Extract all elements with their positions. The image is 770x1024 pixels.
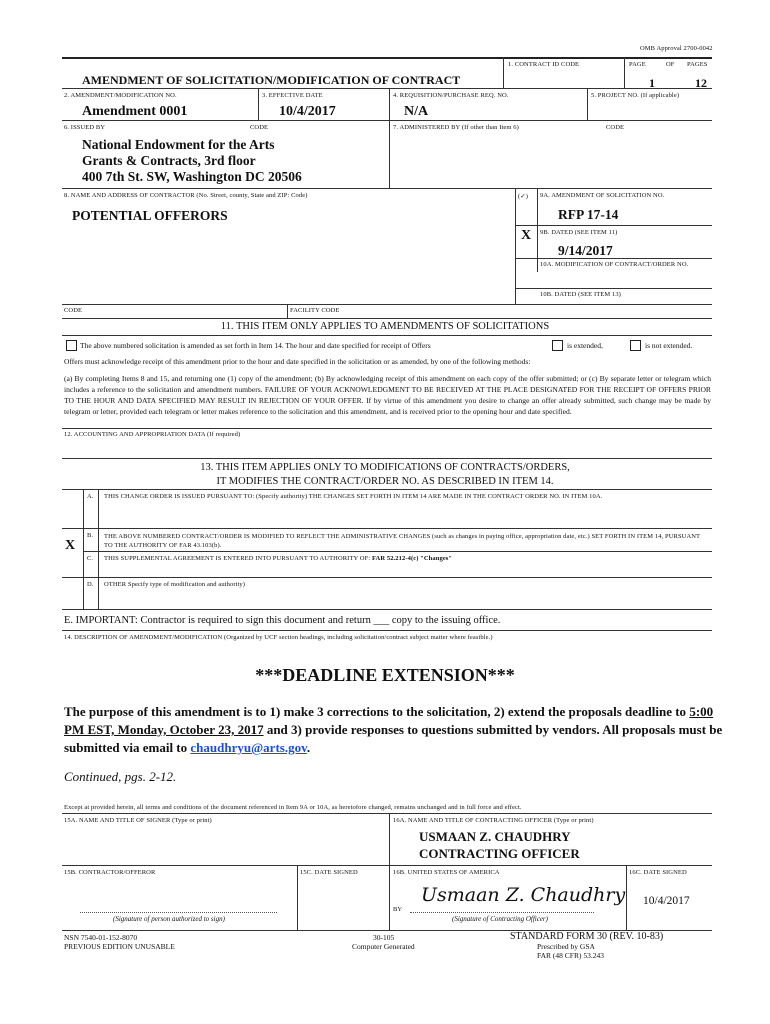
form-title: AMENDMENT OF SOLICITATION/MODIFICATION OF CONTRACT [82,73,461,87]
of-label: OF [666,61,675,68]
by-label: BY [393,906,403,913]
item-13-heading-2: IT MODIFIES THE CONTRACT/ORDER NO. AS DESCRIBED IN ITEM 14. [216,476,554,487]
contractor-address-label: 8. NAME AND ADDRESS OF CONTRACTOR (No. Street, county, State and ZIP: Code) [64,192,308,199]
item-13d-letter: D. [87,581,94,588]
extended-checkbox[interactable] [552,340,563,351]
item-11-heading: 11. THIS ITEM ONLY APPLIES TO AMENDMENTS OF SOLICITATIONS [220,321,550,332]
pages-label: PAGES [687,61,708,68]
omb-approval: OMB Approval 2700-0042 [640,45,713,52]
officer-name-label: 16A. NAME AND TITLE OF CONTRACTING OFFICER (Type or print) [393,817,594,824]
continued-note: Continued, pgs. 2-12. [64,769,177,784]
item-9b-label: 9B. DATED (SEE ITEM 11) [540,229,618,236]
issuer-line-2: Grants & Contracts, 3rd floor [82,153,256,168]
officer-title: CONTRACTING OFFICER [419,846,580,861]
issued-by-label: 6. ISSUED BY [64,124,106,131]
item-13-x-mark: X [65,538,76,553]
total-pages: 12 [695,76,707,90]
new-deadline: 5:00 PM EST, Monday, October 23, 2017 [64,704,714,737]
extended-label: is extended, [567,341,603,350]
contractor-code-label: CODE [64,307,83,314]
item-9b-value: 9/14/2017 [558,243,613,258]
item-9-x-mark: X [521,228,532,243]
officer-date-signed-label: 16C. DATE SIGNED [629,869,687,876]
project-no-label: 5. PROJECT NO. (If applicable) [591,92,680,99]
item-13d-text: OTHER Specify type of modification and authority) [104,581,246,588]
item-11-line-2: Offers must acknowledge receipt of this amendment prior to the hour and date specified in the solicitation or as amended, by one of the following methods: [64,357,531,366]
item-9a-label: 9A. AMENDMENT OF SOLICITATION NO. [540,192,665,199]
important-notice: E. IMPORTANT: Contractor is required to sign this document and return ___ copy to the issuing office. [64,615,501,626]
terms-unchanged-note: Except at provided herein, all terms and conditions of the document referenced in Item 9A or 10A, as heretofore changed, remains unchanged and in full force and effect. [64,804,522,811]
issuer-line-1: National Endowment for the Arts [82,137,275,152]
deadline-extension-headline: ***DEADLINE EXTENSION*** [255,665,515,685]
officer-signature: Usmaan Z. Chaudhry [421,884,626,906]
item-13c-text: THIS SUPPLEMENTAL AGREEMENT IS ENTERED INTO PURSUANT TO AUTHORITY OF: FAR 52.212-4(c) "Changes" [104,555,453,562]
nsn-number: NSN 7540-01-152-8070 [64,933,138,942]
contractor-offeror-label: 15B. CONTRACTOR/OFFEROR [64,869,156,876]
computer-generated-note: Computer Generated [352,942,415,951]
issuer-line-3: 400 7th St. SW, Washington DC 20506 [82,169,302,184]
submission-email-link[interactable]: chaudhryu@arts.gov [190,740,307,755]
check-column-label: (✓) [518,193,529,200]
officer-signature-caption: (Signature of Contracting Officer) [452,915,548,923]
item-13b-letter: B. [87,532,94,539]
form-code: 30-105 [373,933,395,942]
administered-by-label: 7. ADMINISTERED BY (If other than Item 6) [393,124,519,131]
admin-code-label: CODE [606,124,625,131]
issued-code-label: CODE [250,124,269,131]
item-11-line-1: The above numbered solicitation is amended as set forth in Item 14. The hour and date specified for receipt of Offers [80,341,431,350]
accounting-label: 12. ACCOUNTING AND APPROPRIATION DATA (If required) [64,431,241,438]
item-10a-label: 10A. MODIFICATION OF CONTRACT/ORDER NO. [540,261,689,268]
prescribed-by: Prescribed by GSA [537,942,595,951]
previous-edition-note: PREVIOUS EDITION UNUSABLE [64,942,175,951]
contract-id-label: 1. CONTRACT ID CODE [508,61,580,68]
united-states-label: 16B. UNITED STATES OF AMERICA [393,869,500,876]
requisition-value: N/A [404,104,429,119]
facility-code-label: FACILITY CODE [290,307,340,314]
item-13c-value: FAR 52.212-4(c) "Changes" [371,555,453,562]
officer-date-signed: 10/4/2017 [643,895,690,907]
amendment-no-label: 2. AMENDMENT/MODIFICATION NO. [64,92,177,99]
item-13b-text: THE ABOVE NUMBERED CONTRACT/ORDER IS MODIFIED TO REFLECT THE ADMINISTRATIVE CHANGES (such as changes in paying office, appropriation date, etc.) SET FORTH IN ITEM 14, PURSUANT TO THE AUTHORITY OF FAR 43.103(b). [104,533,700,549]
item-13a-text: THIS CHANGE ORDER IS ISSUED PURSUANT TO: (Specify authority) THE CHANGES SET FORTH IN ITEM 14 ARE MADE IN THE CONTRACT ORDER NO. IN ITEM 10A. [104,493,603,500]
requisition-label: 4. REQUISITION/PURCHASE REQ. NO. [393,92,509,99]
item-11-paragraph: (a) By completing Items 8 and 15, and returning one (1) copy of the amendment; (b) By acknowledging receipt of this amendment on each copy of the offer submitted; or (c) By separate letter or telegram which includes a reference to the solicitation and amendment numbers. FAILURE OF YOUR ACKNOWLEDGMENT TO BE RECEIVED AT THE PLACE DESIGNATED FOR THE RECEIPT OF OFFERS PRIOR TO THE HOUR AND DATA SPECIFIED MAY RESULT IN REJECTION OF YOUR OFFER. If by virtue of this amendment you desire to change an offer already submitted, such change may be made by telegram or letter, provided each telegram or letter makes reference to the solicitation and this amendment, and is received prior to the opening hour and date specified. [64,374,711,416]
item-13c-letter: C. [87,555,94,562]
signer-name-label: 15A. NAME AND TITLE OF SIGNER (Type or print) [64,817,212,824]
far-reference: FAR (48 CFR) 53.243 [537,951,604,960]
effective-date-label: 3. EFFECTIVE DATE [262,92,323,99]
standard-form-id: STANDARD FORM 30 (REV. 10-83) [510,931,664,942]
contractor-date-signed-label: 15C. DATE SIGNED [300,869,358,876]
amendment-purpose: The purpose of this amendment is to 1) make 3 corrections to the solicitation, 2) extend the proposals deadline to 5:00 PM EST, Monday, October 23, 2017 and 3) provide responses to questions submitted by vendors. All proposals must be submitted via email to chaudhryu@arts.gov. [64,704,723,755]
not-extended-checkbox[interactable] [630,340,641,351]
page-number: 1 [649,76,655,90]
item-13a-letter: A. [87,493,94,500]
contractor-signature-caption: (Signature of person authorized to sign) [113,915,225,923]
item-13-heading-1: 13. THIS ITEM APPLIES ONLY TO MODIFICATIONS OF CONTRACTS/ORDERS, [200,462,570,473]
amendment-no-value: Amendment 0001 [82,104,188,119]
officer-name: USMAAN Z. CHAUDHRY [419,829,571,844]
item-9a-value: RFP 17-14 [558,207,619,222]
effective-date-value: 10/4/2017 [279,104,336,119]
not-extended-label: is not extended. [645,341,693,350]
solicitation-amended-checkbox[interactable] [66,340,77,351]
page-label: PAGE [629,61,646,68]
contractor-value: POTENTIAL OFFERORS [72,208,228,223]
item-10b-label: 10B. DATED (SEE ITEM 13) [540,291,621,298]
item-14-label: 14. DESCRIPTION OF AMENDMENT/MODIFICATION (Organized by UCF section headings, including solicitation/contract subject matter where feasible.) [64,634,493,641]
